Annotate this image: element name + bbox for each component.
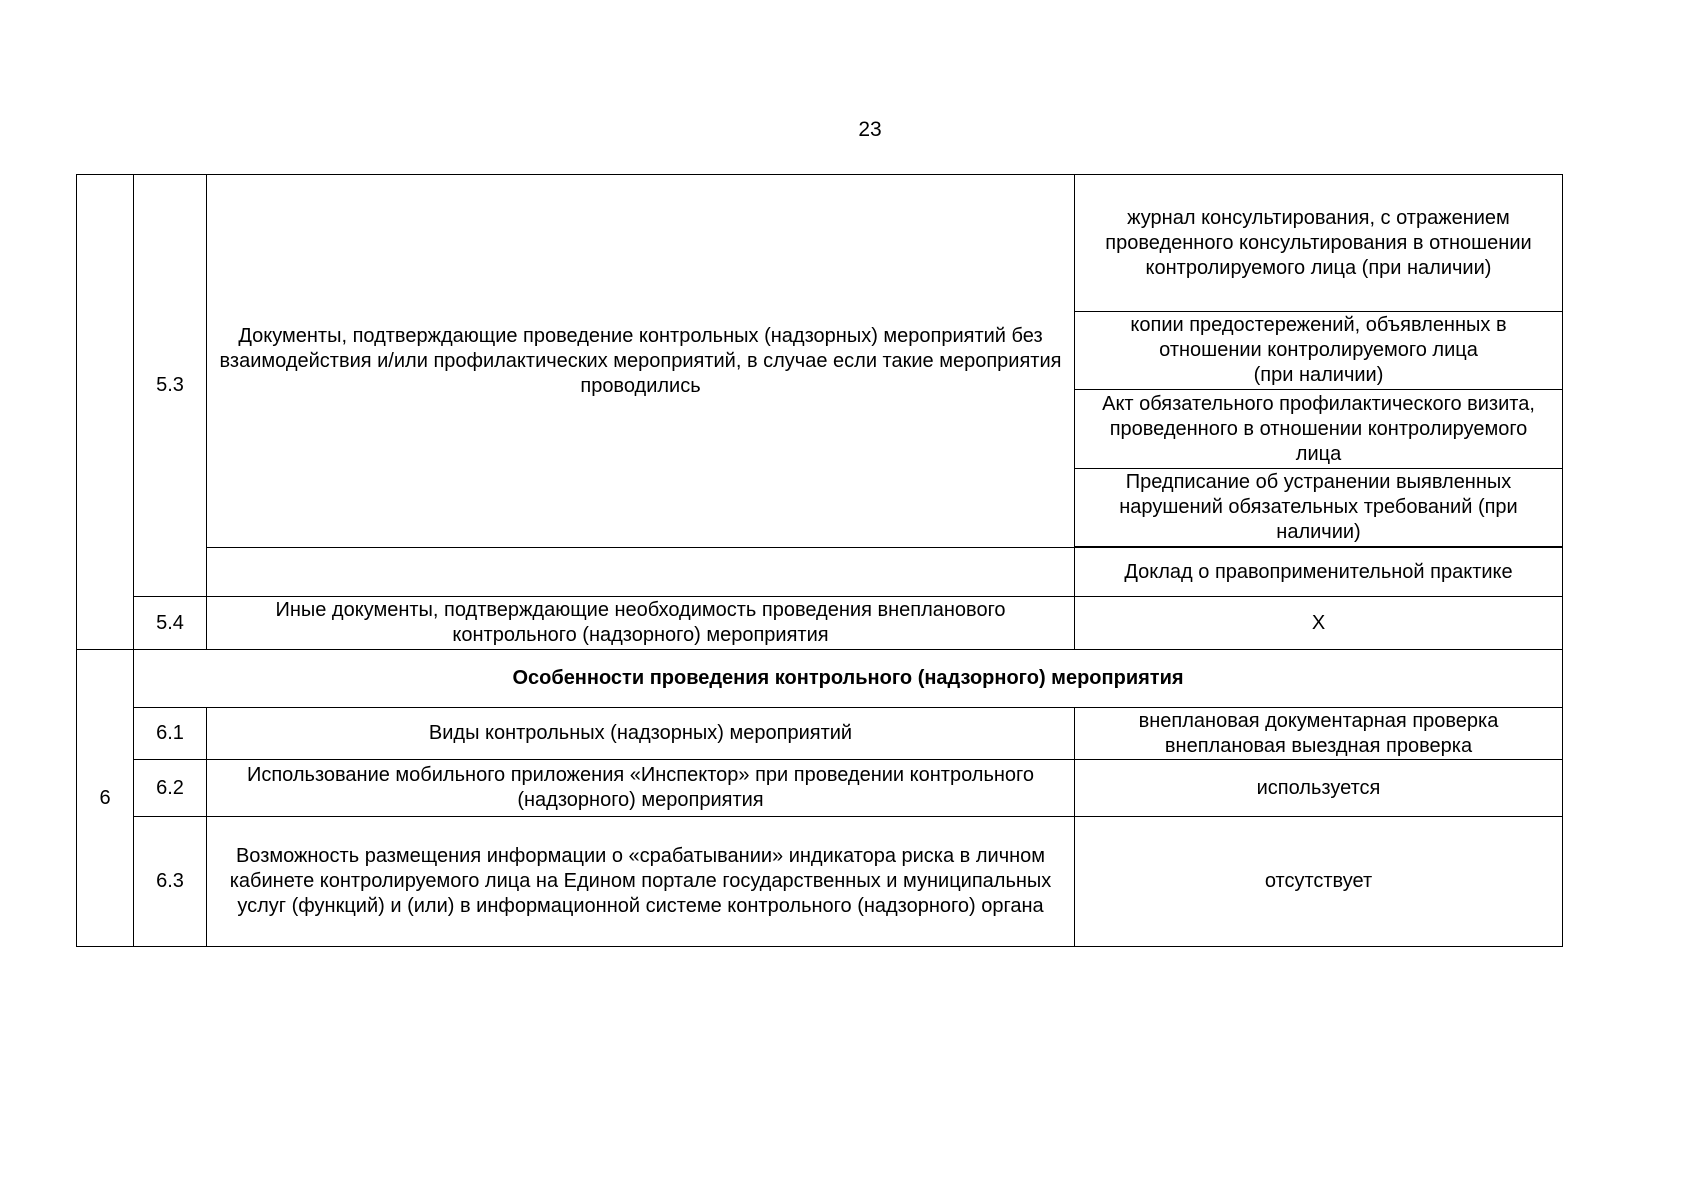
document-violation-order: Предписание об устранении выявленных нарушений обязательных требований (при наличии) xyxy=(1075,469,1563,547)
table-row xyxy=(77,760,1563,817)
row-6-2-description: Использование мобильного приложения «Инспектор» при проведении контрольного (надзорного) мероприятия xyxy=(207,760,1075,817)
row-number-5-4: 5.4 xyxy=(134,597,207,650)
row-number-5-3: 5.3 xyxy=(134,175,207,597)
row-5-4-description: Иные документы, подтверждающие необходимость проведения внепланового контрольного (надзорного) мероприятия xyxy=(207,597,1075,650)
row-number-6-1: 6.1 xyxy=(134,708,207,760)
row-6-1-description: Виды контрольных (надзорных) мероприятий xyxy=(207,708,1075,760)
document-warnings: копии предостережений, объявленных в отношении контролируемого лица (при наличии) xyxy=(1075,312,1563,390)
table-row xyxy=(77,597,1563,650)
section-5-continuation-cell xyxy=(77,175,134,650)
row-6-3-description: Возможность размещения информации о «срабатывании» индикатора риска в личном кабинете контролируемого лица на Едином портале государственных и муниципальных услуг (функций) и (или) в информационной системе контрольного (надзорного) органа xyxy=(207,817,1075,947)
page-number: 23 xyxy=(858,118,882,141)
row-5-3-empty-cell xyxy=(207,548,1075,597)
row-5-4-value: Х xyxy=(1075,597,1563,650)
table-row xyxy=(77,817,1563,947)
requirements-table xyxy=(76,174,1563,947)
row-number-6-2: 6.2 xyxy=(134,760,207,817)
document-journal: журнал консультирования, с отражением проведенного консультирования в отношении контролируемого лица (при наличии) xyxy=(1075,175,1563,312)
document-practice-report: Доклад о правоприменительной практике xyxy=(1075,548,1563,597)
section-number-6: 6 xyxy=(77,650,134,947)
section-6-heading: Особенности проведения контрольного (надзорного) мероприятия xyxy=(134,650,1563,708)
document-prevention-visit-act: Акт обязательного профилактического визита, проведенного в отношении контролируемого лица xyxy=(1075,390,1563,469)
row-number-6-3: 6.3 xyxy=(134,817,207,947)
table-row xyxy=(77,708,1563,760)
table-row xyxy=(77,650,1563,708)
table-row xyxy=(77,548,1563,597)
row-6-3-value: отсутствует xyxy=(1075,817,1563,947)
row-6-1-value: внеплановая документарная проверка внеплановая выездная проверка xyxy=(1075,708,1563,760)
row-6-2-value: используется xyxy=(1075,760,1563,817)
row-5-3-description: Документы, подтверждающие проведение контрольных (надзорных) мероприятий без взаимодействия и/или профилактических мероприятий, в случае если такие мероприятия проводились xyxy=(207,175,1075,548)
table-row xyxy=(77,175,1563,312)
